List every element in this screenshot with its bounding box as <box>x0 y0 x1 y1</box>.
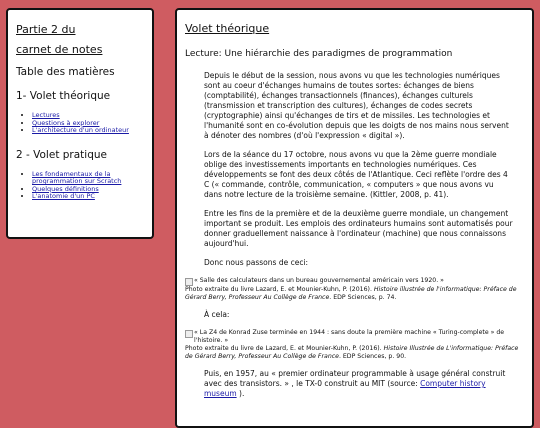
paragraph-transition-2: À cela: <box>204 310 230 319</box>
figure-credit-prefix: Photo extraite du livre de Lazard, E. et Mounier-Kuhn, P. (2016). <box>185 345 384 352</box>
figure-zuse-z4 <box>185 329 524 361</box>
main-panel <box>175 8 534 428</box>
tx0-text-prefix: Puis, en 1957, au « premier ordinateur programmable à usage général construit avec des transistors. » , le TX-0 construit au MIT (source: <box>204 369 506 388</box>
toc-section-practice-title: 2 - Volet pratique <box>16 148 107 161</box>
paragraph-ww2: Lors de la séance du 17 octobre, nous avons vu que la 2ème guerre mondiale oblige des investissements importants en technologies numériques. Ces développements se font des deux côtés de l'Atlantique. Ceci reflète l'ordre des 4 C (« commande, contrôle, communication, « computers » que nous avons vu dans notre lecture de la troisième semaine. (Kittler, 2008, p. 41). <box>204 150 508 199</box>
figure-credit-suffix: . EDP Sciences, p. 74. <box>329 294 397 301</box>
page-title: Volet théorique <box>185 22 270 35</box>
toc-section-theory-list <box>16 112 144 135</box>
toc-section-theory-title: 1- Volet théorique <box>16 90 111 102</box>
figure-credit-prefix: Photo extraite du livre Lazard, E. et Mounier-Kuhn, P. (2016). <box>185 286 374 293</box>
notebook-title <box>16 20 144 60</box>
paragraph-interwar: Entre les fins de la première et de la deuxième guerre mondiale, un changement important se produit. Les emplois des ordinateurs humains sont automatisés pour donner graduellement naissance à l'ordinateur (machine) que nous connaissons aujourd'hui. <box>204 209 513 248</box>
reading-subheading: Lecture: Une hiérarchie des paradigmes de programmation <box>185 49 453 59</box>
toc-link-lectures[interactable]: Lectures <box>32 111 60 119</box>
toc-link-questions[interactable]: Questions à explorer <box>32 118 100 127</box>
sidebar-panel <box>6 8 154 239</box>
figure-credit <box>185 286 524 302</box>
figure-credit-title: Histoire Illustrée de L'informatique: Préface de Gérard Berry, Professeur Au Collège de France <box>185 345 519 360</box>
toc-item <box>32 171 144 186</box>
notebook-title-line1: Partie 2 du <box>16 23 76 36</box>
figure-credit <box>185 345 524 361</box>
notebook-title-line2: carnet de notes <box>16 43 103 56</box>
paragraph-tx0 <box>204 369 524 399</box>
paragraph-intro: Depuis le début de la session, nous avons vu que les technologies numériques sont au coeur d'échanges humains de toutes sortes: échanges de biens (comptabilité), échanges transactionnels (finances), échanges culturels (transmission et transcription des cultures), échanges de codes secrets (cryptographie) ainsi qu'échanges de tirs et de missiles. Les technologies et l'humanité sont en co-évolution depuis que les doigts de nos mains nous servent à dénoter des nombres (d'où l'expression « digital »). <box>204 71 509 140</box>
toc-item <box>32 127 144 135</box>
figure-credit-title: Histoire illustrée de l'informatique: Préface de Gérard Berry, Professeur Au Collège de France <box>185 286 517 301</box>
toc-item <box>32 193 144 201</box>
paragraph-transition-1: Donc nous passons de ceci: <box>204 258 309 267</box>
figure-credit-suffix: . EDP Sciences, p. 90. <box>338 353 407 360</box>
broken-image-icon <box>185 278 193 286</box>
figure-alt-text: « La Z4 de Konrad Zuse terminée en 1944 : sans doute la première machine « Turing-complete » de l'histoire. » <box>194 329 505 344</box>
toc-link-definitions[interactable]: Quelques définitions <box>32 184 99 193</box>
toc-heading: Table des matières <box>16 66 115 78</box>
figure-alt-text: « Salle des calculateurs dans un bureau gouvernemental américain vers 1920. » <box>194 277 444 284</box>
broken-image-icon <box>185 330 193 338</box>
computer-history-museum-link[interactable]: Computer history museum <box>204 379 486 398</box>
toc-link-architecture[interactable]: L'architecture d'un ordinateur <box>32 126 129 134</box>
figure-calculators-room <box>185 277 524 302</box>
tx0-text-suffix: ). <box>236 389 245 398</box>
toc-link-pc-anatomy[interactable]: L'anatomie d'un PC <box>32 192 95 200</box>
toc-section-practice-list <box>16 171 144 201</box>
toc-link-scratch[interactable]: Les fondamentaux de la programmation sur Scratch <box>32 169 122 185</box>
